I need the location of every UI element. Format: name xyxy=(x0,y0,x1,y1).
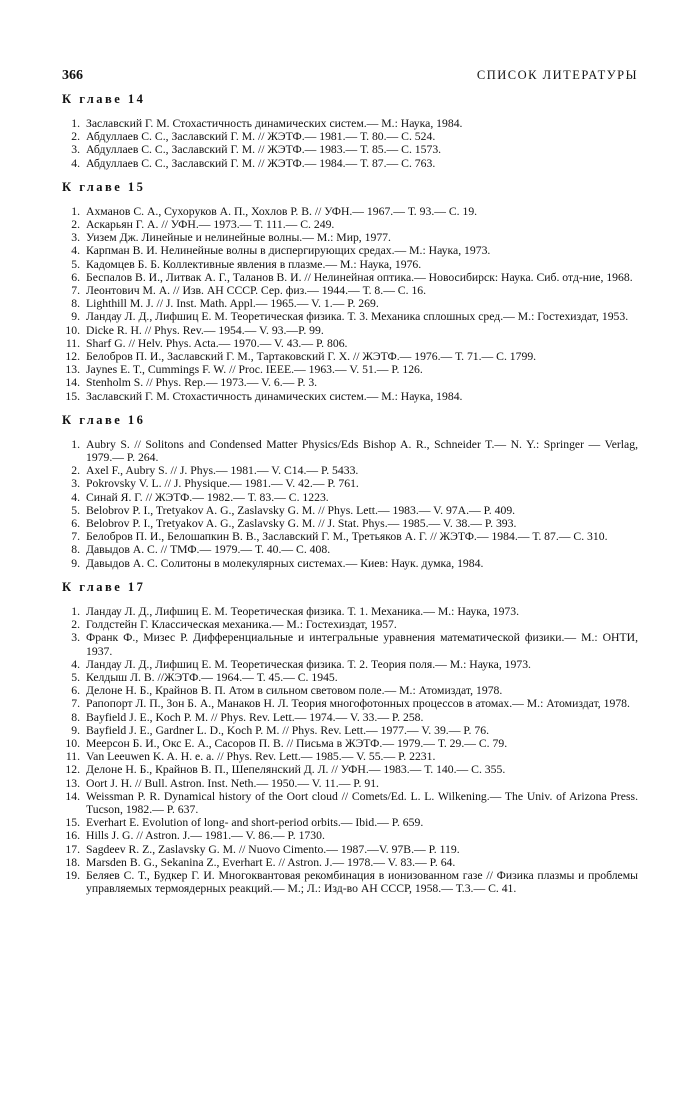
reference-text: Кадомцев Б. Б. Коллективные явления в плазме.— М.: Наука, 1976. xyxy=(86,257,422,271)
reference-number: 2. xyxy=(71,618,80,632)
sections-root xyxy=(62,92,638,895)
reference-text: Stenholm S. // Phys. Rep.— 1973.— V. 6.— P. 3. xyxy=(86,376,318,390)
reference-item xyxy=(62,557,638,570)
reference-item xyxy=(62,750,638,763)
reference-text: Oort J. H. // Bull. Astron. Inst. Neth.— 1950.— V. 11.— P. 91. xyxy=(86,776,379,790)
reference-number: 4. xyxy=(71,490,80,504)
reference-number: 1. xyxy=(71,604,80,618)
reference-item xyxy=(62,869,638,895)
reference-item xyxy=(62,464,638,477)
reference-item xyxy=(62,618,638,631)
reference-item xyxy=(62,543,638,556)
reference-number: 19. xyxy=(65,868,80,882)
reference-number: 8. xyxy=(71,710,80,724)
reference-item xyxy=(62,143,638,156)
reference-text: Заславский Г. М. Стохастичность динамических систем.— М.: Наука, 1984. xyxy=(86,389,463,403)
reference-text: Абдуллаев С. С., Заславский Г. М. // ЖЭТФ.— 1983.— Т. 85.— С. 1573. xyxy=(86,143,442,157)
reference-number: 13. xyxy=(65,363,80,377)
reference-item xyxy=(62,631,638,657)
reference-number: 14. xyxy=(65,376,80,390)
reference-item xyxy=(62,829,638,842)
reference-item xyxy=(62,491,638,504)
reference-item xyxy=(62,856,638,869)
reference-item xyxy=(62,504,638,517)
reference-text: Axel F., Aubry S. // J. Phys.— 1981.— V. C14.— P. 5433. xyxy=(86,464,359,478)
reference-item xyxy=(62,297,638,310)
reference-number: 5. xyxy=(71,257,80,271)
chapter-section xyxy=(62,413,638,570)
reference-item xyxy=(62,205,638,218)
reference-text: Marsden B. G., Sekanina Z., Everhart E. // Astron. J.— 1978.— V. 83.— P. 64. xyxy=(86,855,456,869)
reference-text: Van Leeuwen K. A. H. e. a. // Phys. Rev. Lett.— 1985.— V. 55.— P. 2231. xyxy=(86,750,436,764)
reference-text: Беляев С. Т., Будкер Г. И. Многоквантовая рекомбинация в ионизованном газе // Физика плазмы и проблемы управляемых термоядерных реакций.— М.; Л.: Изд-во АН СССР, 1958.— Т.3.— С. 41. xyxy=(86,868,638,896)
reference-item xyxy=(62,258,638,271)
reference-text: Абдуллаев С. С., Заславский Г. М. // ЖЭТФ.— 1984.— Т. 87.— С. 763. xyxy=(86,156,436,170)
reference-number: 16. xyxy=(65,829,80,843)
reference-list xyxy=(62,438,638,570)
reference-number: 6. xyxy=(71,270,80,284)
reference-item xyxy=(62,530,638,543)
reference-number: 3. xyxy=(71,143,80,157)
reference-text: Ландау Л. Д., Лифшиц Е. М. Теоретическая физика. Т. 2. Теория поля.— М.: Наука, 1973. xyxy=(86,657,531,671)
reference-item xyxy=(62,284,638,297)
reference-item xyxy=(62,671,638,684)
reference-text: Делоне Н. Б., Крайнов В. П., Шепелянский Д. Л. // УФН.— 1983.— Т. 140.— С. 355. xyxy=(86,763,506,777)
reference-number: 7. xyxy=(71,284,80,298)
reference-text: Синай Я. Г. // ЖЭТФ.— 1982.— Т. 83.— С. 1223. xyxy=(86,490,329,504)
reference-item xyxy=(62,218,638,231)
reference-text: Келдыш Л. В. //ЖЭТФ.— 1964.— Т. 45.— С. 1945. xyxy=(86,670,338,684)
reference-number: 2. xyxy=(71,464,80,478)
reference-item xyxy=(62,271,638,284)
reference-item xyxy=(62,363,638,376)
reference-number: 1. xyxy=(71,117,80,130)
reference-text: Заславский Г. М. Стохастичность динамических систем.— М.: Наука, 1984. xyxy=(86,117,463,130)
reference-text: Belobrov P. I., Tretyakov A. G., Zaslavsky G. M. // J. Stat. Phys.— 1985.— V. 38.— P. 393. xyxy=(86,517,517,531)
reference-text: Pokrovsky V. L. // J. Physique.— 1981.— V. 42.— P. 761. xyxy=(86,477,359,491)
reference-number: 14. xyxy=(65,789,80,803)
reference-item xyxy=(62,724,638,737)
reference-item xyxy=(62,390,638,403)
reference-text: Sharf G. // Helv. Phys. Acta.— 1970.— V. 43.— P. 806. xyxy=(86,336,348,350)
reference-number: 3. xyxy=(71,631,80,645)
reference-number: 2. xyxy=(71,130,80,144)
reference-text: Everhart E. Evolution of long- and short-period orbits.— Ibid.— P. 659. xyxy=(86,816,424,830)
reference-number: 9. xyxy=(71,723,80,737)
reference-text: Давыдов А. С. Солитоны в молекулярных системах.— Киев: Наук. думка, 1984. xyxy=(86,556,484,570)
reference-text: Аскарьян Г. А. // УФН.— 1973.— Т. 111.— С. 249. xyxy=(86,218,335,232)
reference-text: Bayfield J. E., Koch P. M. // Phys. Rev. Lett.— 1974.— V. 33.— P. 258. xyxy=(86,710,424,724)
reference-item xyxy=(62,790,638,816)
reference-item xyxy=(62,843,638,856)
reference-text: Абдуллаев С. С., Заславский Г. М. // ЖЭТФ.— 1981.— Т. 80.— С. 524. xyxy=(86,130,436,144)
reference-text: Aubry S. // Solitons and Condensed Matter Physics/Eds Bishop A. R., Schneider T.— N. Y.: Springer — Verlag, 1979.— P. 264. xyxy=(86,437,638,465)
chapter-section xyxy=(62,580,638,895)
reference-number: 12. xyxy=(65,763,80,777)
reference-number: 9. xyxy=(71,556,80,570)
reference-number: 4. xyxy=(71,657,80,671)
reference-number: 7. xyxy=(71,530,80,544)
section-heading: К главе 15 xyxy=(62,179,146,194)
reference-number: 5. xyxy=(71,670,80,684)
reference-number: 1. xyxy=(71,204,80,218)
reference-number: 2. xyxy=(71,218,80,232)
reference-text: Уизем Дж. Линейные и нелинейные волны.— М.: Мир, 1977. xyxy=(86,231,391,245)
reference-number: 4. xyxy=(71,244,80,258)
reference-text: Lighthill M. J. // J. Inst. Math. Appl.— 1965.— V. 1.— P. 269. xyxy=(86,297,379,311)
reference-text: Голдстейн Г. Классическая механика.— М.: Гостехиздат, 1957. xyxy=(86,618,397,632)
reference-item xyxy=(62,777,638,790)
reference-text: Ландау Л. Д., Лифшиц Е. М. Теоретическая физика. Т. 3. Механика сплошных сред.— М.: Гостехиздат, 1953. xyxy=(86,310,629,324)
reference-text: Белобров П. И., Белошапкин В. В., Заславский Г. М., Третьяков А. Г. // ЖЭТФ.— 1984.— Т. 87.— С. 310. xyxy=(86,530,608,544)
reference-number: 13. xyxy=(65,776,80,790)
reference-text: Ахманов С. А., Сухоруков А. П., Хохлов Р. В. // УФН.— 1967.— Т. 93.— С. 19. xyxy=(86,204,478,218)
running-title: СПИСОК ЛИТЕРАТУРЫ xyxy=(476,68,638,82)
reference-item xyxy=(62,477,638,490)
bibliography xyxy=(62,92,638,895)
reference-number: 3. xyxy=(71,231,80,245)
reference-item xyxy=(62,684,638,697)
reference-number: 9. xyxy=(71,310,80,324)
reference-number: 6. xyxy=(71,684,80,698)
reference-item xyxy=(62,605,638,618)
reference-number: 8. xyxy=(71,543,80,557)
reference-item xyxy=(62,438,638,464)
reference-item xyxy=(62,117,638,130)
reference-text: Давыдов А. С. // ТМФ.— 1979.— Т. 40.— С. 408. xyxy=(86,543,331,557)
reference-text: Belobrov P. I., Tretyakov A. G., Zaslavsky G. M. // Phys. Lett.— 1983.— V. 97A.— P. 409. xyxy=(86,503,516,517)
reference-text: Беспалов В. И., Литвак А. Г., Таланов В. И. // Нелинейная оптика.— Новосибирск: Наука. Сиб. отд-ние, 1968. xyxy=(86,270,633,284)
reference-text: Sagdeev R. Z., Zaslavsky G. M. // Nuovo Cimento.— 1987.—V. 97B.— P. 119. xyxy=(86,842,460,856)
reference-text: Делоне Н. Б., Крайнов В. П. Атом в сильном световом поле.— М.: Атомиздат, 1978. xyxy=(86,684,503,698)
reference-number: 12. xyxy=(65,350,80,364)
reference-number: 10. xyxy=(65,323,80,337)
reference-item xyxy=(62,697,638,710)
section-heading: К главе 16 xyxy=(62,412,146,427)
reference-text: Bayfield J. E., Gardner L. D., Koch P. M. // Phys. Rev. Lett.— 1977.— V. 39.— P. 76. xyxy=(86,723,489,737)
reference-number: 5. xyxy=(71,503,80,517)
reference-text: Dicke R. H. // Phys. Rev.— 1954.— V. 93.—P. 99. xyxy=(86,323,324,337)
reference-item xyxy=(62,711,638,724)
reference-item xyxy=(62,737,638,750)
reference-item xyxy=(62,517,638,530)
reference-number: 11. xyxy=(65,750,80,764)
reference-text: Weissman P. R. Dynamical history of the Oort cloud // Comets/Ed. L. L. Wilkening.— The Univ. of Arizona Press. Tucson, 1982.— P. 637. xyxy=(86,789,638,816)
reference-item xyxy=(62,324,638,337)
reference-text: Белобров П. И., Заславский Г. М., Тартаковский Г. Х. // ЖЭТФ.— 1976.— Т. 71.— С. 1799. xyxy=(86,350,537,364)
reference-item xyxy=(62,310,638,323)
reference-item xyxy=(62,658,638,671)
reference-number: 6. xyxy=(71,517,80,531)
section-heading: К главе 14 xyxy=(62,92,146,106)
reference-number: 15. xyxy=(65,816,80,830)
reference-item xyxy=(62,244,638,257)
reference-number: 10. xyxy=(65,736,80,750)
reference-number: 4. xyxy=(71,156,80,170)
reference-item xyxy=(62,130,638,143)
reference-text: Меерсон Б. И., Окс Е. А., Сасоров П. В. // Письма в ЖЭТФ.— 1979.— Т. 29.— С. 79. xyxy=(86,736,508,750)
reference-number: 1. xyxy=(71,437,80,451)
reference-text: Леонтович М. А. // Изв. АН СССР. Сер. физ.— 1944.— Т. 8.— С. 16. xyxy=(86,284,427,298)
reference-text: Ландау Л. Д., Лифшиц Е. М. Теоретическая физика. Т. 1. Механика.— М.: Наука, 1973. xyxy=(86,604,520,618)
reference-number: 7. xyxy=(71,697,80,711)
reference-number: 3. xyxy=(71,477,80,491)
reference-item xyxy=(62,350,638,363)
reference-text: Jaynes E. T., Cummings F. W. // Proc. IEEE.— 1963.— V. 51.— P. 126. xyxy=(86,363,423,377)
page-number: 366 xyxy=(62,68,83,83)
reference-text: Франк Ф., Мизес Р. Дифференциальные и интегральные уравнения математической физики.— М.: ОНТИ, 1937. xyxy=(86,631,638,658)
reference-number: 8. xyxy=(71,297,80,311)
reference-item xyxy=(62,337,638,350)
reference-text: Карпман В. И. Нелинейные волны в диспергирующих средах.— М.: Наука, 1973. xyxy=(86,244,491,258)
reference-list xyxy=(62,205,638,403)
reference-item xyxy=(62,763,638,776)
reference-number: 15. xyxy=(65,389,80,403)
reference-text: Рапопорт Л. П., Зон Б. А., Манаков Н. Л. Теория многофотонных процессов в атомах.— М.: Атомиздат, 1978. xyxy=(86,697,630,711)
reference-number: 18. xyxy=(65,855,80,869)
reference-list xyxy=(62,117,638,170)
chapter-section xyxy=(62,180,638,403)
reference-item xyxy=(62,231,638,244)
section-heading: К главе 17 xyxy=(62,579,146,594)
reference-item xyxy=(62,816,638,829)
chapter-section xyxy=(62,92,638,170)
reference-list xyxy=(62,605,638,895)
reference-text: Hills J. G. // Astron. J.— 1981.— V. 86.— P. 1730. xyxy=(86,829,325,843)
page-header xyxy=(62,68,638,84)
reference-item xyxy=(62,157,638,170)
reference-number: 17. xyxy=(65,842,80,856)
reference-number: 11. xyxy=(65,336,80,350)
reference-item xyxy=(62,376,638,389)
